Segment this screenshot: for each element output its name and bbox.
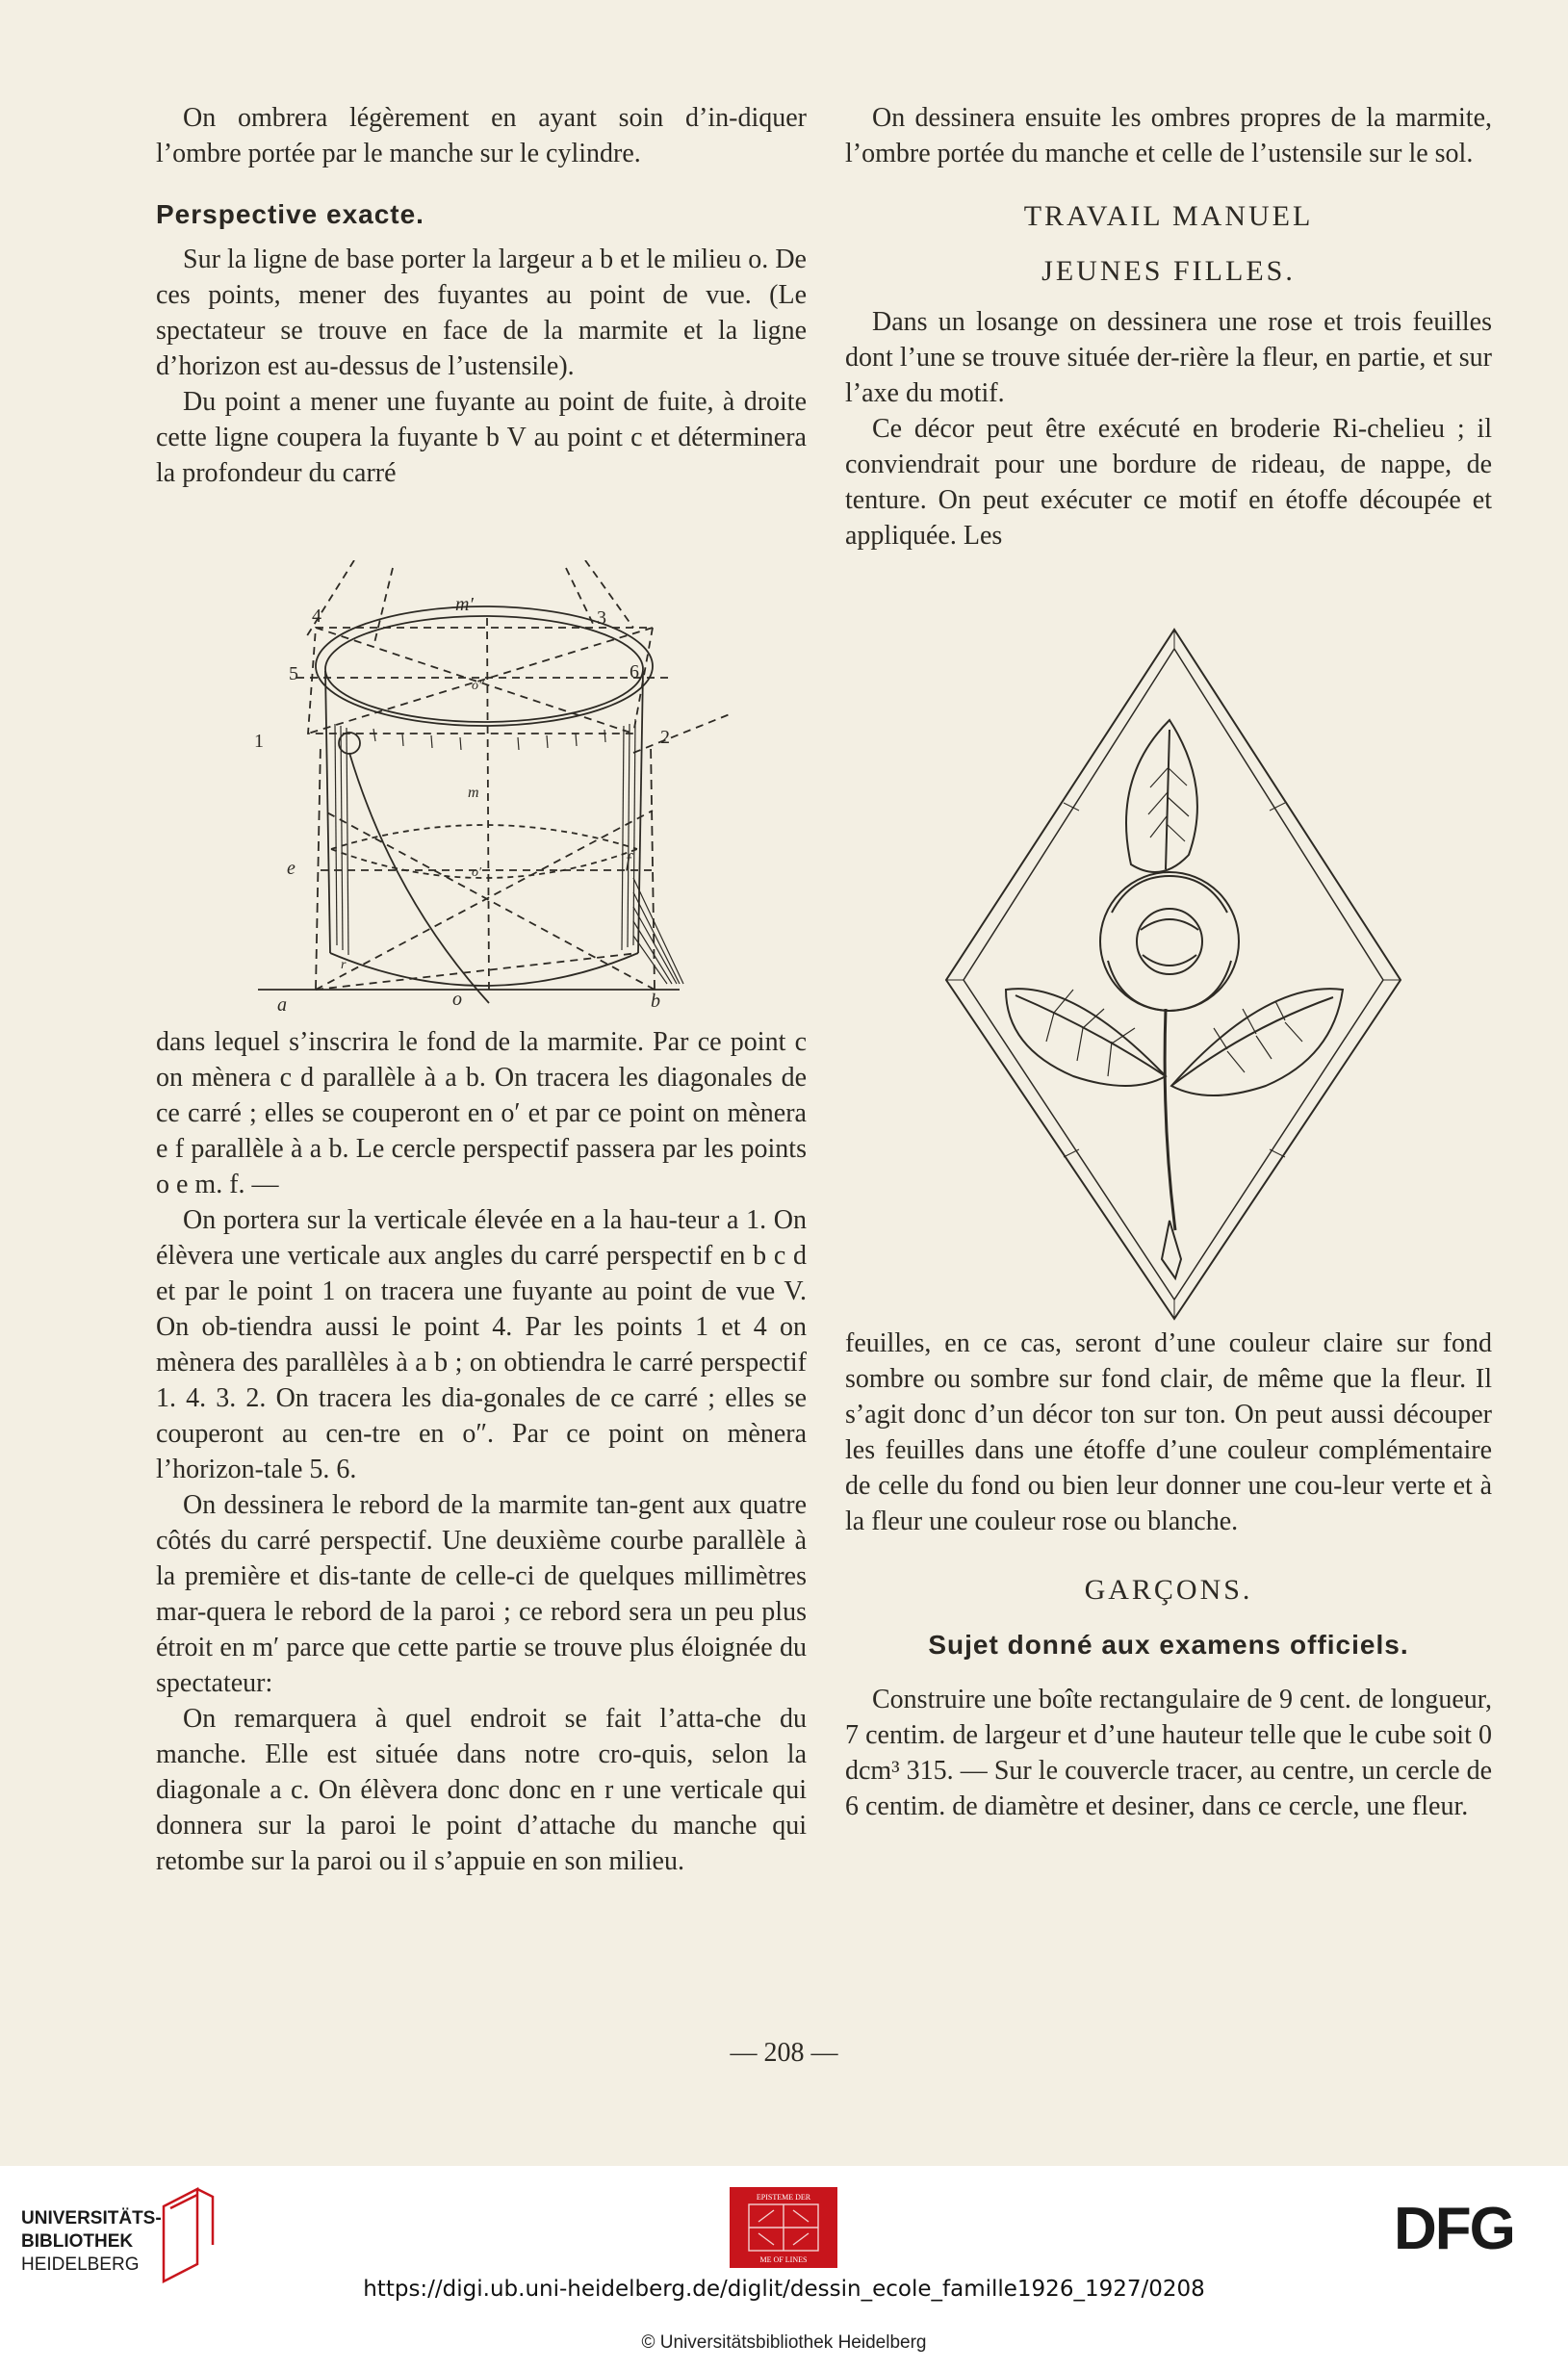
permalink-url[interactable]: https://digi.ub.uni-heidelberg.de/diglit/dessin_ecole_famille1926_1927/0208 bbox=[363, 2277, 1205, 2302]
library-line-1: UNIVERSITÄTS- bbox=[21, 2208, 162, 2228]
left-leaf bbox=[1006, 989, 1166, 1086]
left-paragraph-3: Du point a mener une fuyante au point de fuite, à droite cette ligne coupera la fuyante b V au point c et déterminera la profondeur du carré bbox=[156, 387, 807, 488]
label-a: a bbox=[277, 994, 287, 1013]
right-paragraph-4: feuilles, en ce cas, seront d’une couleur claire sur fond sombre ou sombre sur fond clair, de même que la fleur. Il s’agit donc d’un décor ton sur ton. On peut aussi découper les feuilles dans une étoffe d’une couleur complémentaire de celle du fond ou bien leur donner une cou-leur verte et à la fleur une couleur rose ou blanche. bbox=[845, 1328, 1492, 1536]
right-column-bottom bbox=[845, 1326, 1492, 1824]
heading-sujet-examens: Sujet donné aux examens officiels. bbox=[928, 1630, 1409, 1660]
right-column-top bbox=[845, 100, 1492, 554]
label-3: 3 bbox=[597, 607, 606, 629]
page-number: — 208 — bbox=[730, 2038, 838, 2068]
label-m-prime: m′ bbox=[455, 594, 474, 615]
episteme-top-text: EPISTEME DER bbox=[756, 2193, 811, 2202]
label-4: 4 bbox=[312, 605, 321, 627]
center-vertical bbox=[487, 618, 489, 990]
library-line-2: BIBLIOTHEK bbox=[21, 2231, 134, 2252]
left-paragraph-6: On dessinera le rebord de la marmite tan-gent aux quatre côtés du carré perspectif. Une deuxième courbe parallèle à la première et dis-tante de celle-ci de quelques millimètres mar-quera le rebord de la paroi ; ce rebord sera un peu plus étroit en m′ parce que cette partie se trouve plus éloignée du spectateur: bbox=[156, 1490, 807, 1698]
right-paragraph-3: Ce décor peut être exécuté en broderie Ri-chelieu ; il conviendrait pour une bordure de rideau, de nappe, de tenture. On peut exécuter ce motif en étoffe découpée et appliquée. Les bbox=[845, 414, 1492, 551]
right-paragraph-5: Construire une boîte rectangulaire de 9 cent. de longueur, 7 centim. de largeur et d’une hauteur telle que le cube soit 0 dcm³ 315. — Sur le couvercle tracer, au centre, un cercle de 6 centim. de diamètre et desiner, dans ce cercle, une fleur. bbox=[845, 1685, 1492, 1821]
floor-ellipse-front bbox=[331, 849, 637, 878]
label-2: 2 bbox=[660, 727, 670, 748]
top-leaf bbox=[1126, 720, 1197, 872]
pot-left-edge bbox=[325, 671, 330, 953]
rose-outline bbox=[1100, 872, 1239, 1011]
episteme-logo[interactable] bbox=[730, 2187, 837, 2268]
left-column-bottom bbox=[156, 1024, 807, 1879]
heading-garcons: GARÇONS. bbox=[1084, 1574, 1253, 1606]
label-r: r bbox=[341, 958, 347, 972]
right-paragraph-2: Dans un losange on dessinera une rose et trois feuilles dont l’une se trouve située der-rière la fleur, en partie, et sur l’axe du motif. bbox=[845, 307, 1492, 408]
label-o: o bbox=[452, 989, 462, 1010]
stem bbox=[1165, 1009, 1175, 1230]
label-5: 5 bbox=[289, 663, 298, 684]
rim-inner bbox=[325, 616, 643, 722]
right-paragraph-1: On dessinera ensuite les ombres propres de la marmite, l’ombre portée du manche et celle de l’ustensile sur le sol. bbox=[845, 103, 1492, 168]
section-heading-perspective: Perspective exacte. bbox=[156, 199, 424, 229]
left-paragraph-5: On portera sur la verticale élevée en a la hau-teur a 1. On élèvera une verticale aux angles du carré perspectif en b c d et par le point 1 on tracera une fuyante au point de vue V. On ob-tiendra aussi le point 4. Par les points 1 et 4 on mènera des parallèles à a b ; on obtiendra le carré perspectif 1. 4. 3. 2. On tracera les dia-gonales de ce carré ; elles se couperont au cen-tre en o″. Par ce point on mènera l’horizon-tale 5. 6. bbox=[156, 1205, 807, 1484]
left-vertical bbox=[316, 743, 321, 990]
heading-jeunes-filles: JEUNES FILLES. bbox=[1041, 255, 1296, 287]
label-b: b bbox=[651, 991, 660, 1012]
label-6: 6 bbox=[630, 661, 639, 683]
rose-losange-figure bbox=[938, 624, 1410, 1325]
left-paragraph-4: dans lequel s’inscrira le fond de la marmite. Par ce point c on mènera c d parallèle à a b. On tracera les diagonales de ce carré ; elles se couperont en o′ et par ce point on mènera e f parallèle à a b. Le cercle perspectif passera par les points o e m. f. — bbox=[156, 1027, 807, 1199]
label-m: m bbox=[468, 785, 479, 801]
cauldron-perspective-figure bbox=[248, 560, 730, 1013]
label-f: f bbox=[626, 850, 631, 871]
university-library-logo-text[interactable] bbox=[21, 2207, 162, 2277]
left-column-top bbox=[156, 100, 807, 491]
label-o-prime: o′ bbox=[472, 865, 482, 880]
label-e: e bbox=[287, 858, 296, 879]
library-line-3: HEIDELBERG bbox=[21, 2254, 140, 2275]
left-paragraph-1: On ombrera légèrement en ayant soin d’in-diquer l’ombre portée par le manche sur le cylindre. bbox=[156, 103, 807, 168]
episteme-bottom-text: ME OF LINES bbox=[759, 2255, 808, 2264]
copyright-notice: © Universitätsbibliothek Heidelberg bbox=[641, 2332, 927, 2353]
left-paragraph-2: Sur la ligne de base porter la largeur a b et le milieu o. De ces points, mener des fuyantes au point de vue. (Le spectateur se trouve en face de la marmite et la ligne d’horizon est au-dessus de l’ustensile). bbox=[156, 245, 807, 381]
heading-travail-manuel: TRAVAIL MANUEL bbox=[1023, 200, 1314, 232]
stem-tip bbox=[1162, 1221, 1181, 1278]
dfg-logo[interactable]: DFG bbox=[1394, 2196, 1514, 2262]
handle-ring bbox=[339, 733, 360, 754]
left-paragraph-7: On remarquera à quel endroit se fait l’atta-che du manche. Elle est située dans notre cro-quis, selon la diagonale a c. On élèvera donc donc en r une verticale qui donnera sur la paroi le point d’attache du manche qui retombe sur la paroi ou il s’appuie en son milieu. bbox=[156, 1704, 807, 1876]
library-logo-icon[interactable] bbox=[159, 2187, 217, 2283]
label-o-double-prime: o″ bbox=[472, 679, 484, 693]
label-1: 1 bbox=[254, 731, 264, 752]
episteme-logo-icon bbox=[730, 2187, 837, 2268]
